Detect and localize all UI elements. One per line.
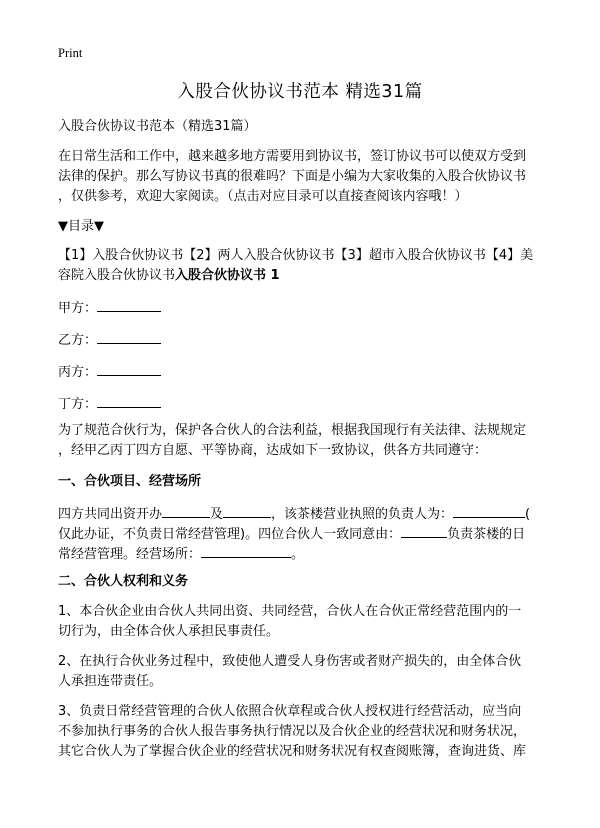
s1-text-h: 。 bbox=[291, 547, 305, 562]
item-3-line-2: 不参加执行事务的合伙人报告事务执行情况以及合伙企业的经营状况和财务状况， bbox=[58, 724, 527, 739]
subtitle: 入股合伙协议书范本（精选31篇） bbox=[58, 119, 257, 134]
item-1-line-2: 切行为，由全体合伙人承担民事责任。 bbox=[58, 624, 280, 639]
intro-line-2: 法律的保护。那么写协议书真的很难吗？下面是小编为大家收集的入股合伙协议书 bbox=[58, 169, 527, 184]
s1-text-d: ( bbox=[525, 507, 531, 522]
item-1-line-1: 1、本合伙企业由合伙人共同出资、共同经营，合伙人在合伙正常经营范围内的一 bbox=[58, 604, 522, 619]
blank-business-2 bbox=[223, 502, 271, 518]
section-heading-1: 一、合伙项目、经营场所 bbox=[58, 474, 202, 489]
party-b-line bbox=[58, 328, 558, 351]
party-d-line bbox=[58, 392, 558, 415]
blank-manager bbox=[401, 522, 447, 538]
blank-location bbox=[201, 542, 291, 558]
section-1-heading: 入股合伙协议书 1 bbox=[175, 268, 280, 283]
page-title: 入股合伙协议书范本 精选31篇 bbox=[177, 82, 423, 102]
toc-line-2-text[interactable]: 容院入股合伙协议书 bbox=[58, 268, 176, 283]
s1-text-e: 仅此办证，不负责日常经营管理)。四位合伙人一致同意由： bbox=[58, 527, 402, 542]
party-d-blank bbox=[97, 392, 161, 408]
print-link[interactable]: Print bbox=[58, 46, 83, 60]
party-c-label: 丙方： bbox=[58, 365, 98, 380]
s1-text-b: 及 bbox=[210, 507, 224, 522]
party-c-line bbox=[58, 360, 558, 383]
s1-text-f: 负责茶楼的日 bbox=[447, 527, 526, 542]
party-c-blank bbox=[97, 360, 161, 376]
item-2-line-1: 2、在执行合伙业务过程中，致使他人遭受人身伤害或者财产损失的，由全体合伙 bbox=[58, 654, 522, 669]
intro-line-3: ，仅供参考，欢迎大家阅读。（点击对应目录可以直接查阅该内容哦！） bbox=[58, 189, 468, 204]
party-a-line bbox=[58, 296, 558, 319]
item-2-line-2: 人承担连带责任。 bbox=[58, 674, 163, 689]
section-heading-2: 二、合伙人权利和义务 bbox=[58, 574, 189, 589]
party-d-label: 丁方： bbox=[58, 397, 98, 412]
toc-line-1[interactable]: 【1】入股合伙协议书【2】两人入股合伙协议书【3】超市入股合伙协议书【4】美 bbox=[58, 248, 534, 263]
s1-text-c: ，该茶楼营业执照的负责人为： bbox=[271, 507, 454, 522]
blank-business-1 bbox=[162, 502, 210, 518]
item-3-line-1: 3、负责日常经营管理的合伙人依照合伙章程或合伙人授权进行经营活动，应当向 bbox=[58, 704, 522, 719]
toc-line-2[interactable] bbox=[58, 266, 558, 286]
party-a-blank bbox=[97, 296, 161, 312]
purpose-line-1: 为了规范合伙行为，保护各合伙人的合法利益，根据我国现行有关法律、法规规定 bbox=[58, 423, 527, 438]
intro-line-1: 在日常生活和工作中，越来越多地方需要用到协议书，签订协议书可以使双方受到 bbox=[58, 149, 527, 164]
party-a-label: 甲方： bbox=[58, 301, 98, 316]
s1-text-g: 常经营管理。经营场所： bbox=[58, 547, 202, 562]
s1-line-3 bbox=[58, 542, 558, 565]
party-b-blank bbox=[97, 328, 161, 344]
party-b-label: 乙方： bbox=[58, 333, 98, 348]
item-3-line-3: 其它合伙人为了掌握合伙企业的经营状况和财务状况有权查阅账簿，查询进货、库 bbox=[58, 744, 527, 759]
s1-text-a: 四方共同出资开办 bbox=[58, 507, 163, 522]
blank-license-holder bbox=[453, 502, 525, 518]
toc-header: ▼目录▼ bbox=[58, 219, 104, 234]
purpose-line-2: ，经甲乙丙丁四方自愿、平等协商，达成如下一致协议，供各方共同遵守： bbox=[58, 443, 488, 458]
